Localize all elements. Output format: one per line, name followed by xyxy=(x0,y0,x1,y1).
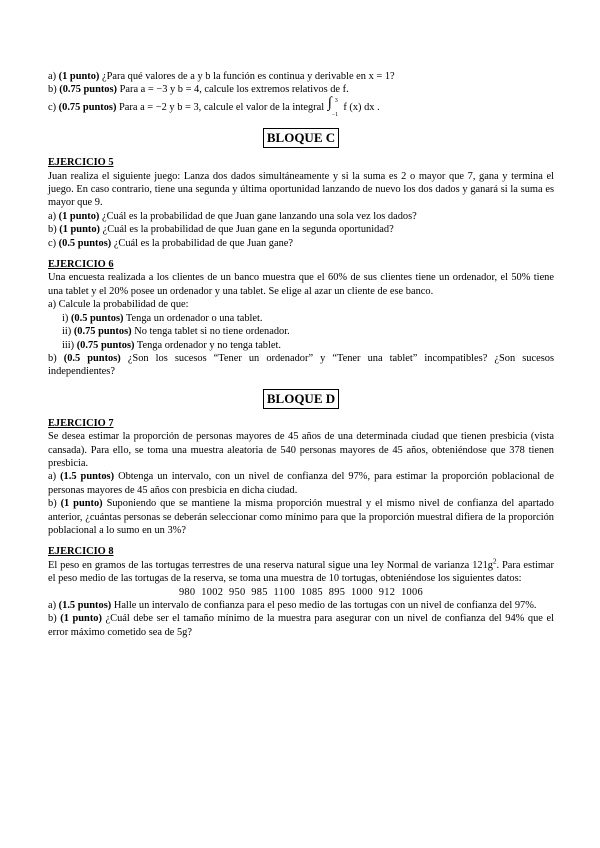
section-bloque-d xyxy=(48,389,554,409)
points: (0.75 puntos) xyxy=(58,101,117,113)
points: (1.5 puntos) xyxy=(60,471,115,483)
text: ¿Para qué valores de a y b la función es continua y derivable en x = 1? xyxy=(99,71,395,82)
label: ii) xyxy=(62,326,74,338)
text: ¿Cuál debe ser el tamaño mínimo de la muestra para asegurar con un nivel de confianza del 94% que el error máximo cometido sea de 5g? xyxy=(48,613,554,638)
text: No tenga tablet si no tiene ordenador. xyxy=(131,326,290,338)
exercise-6-title: EJERCICIO 6 xyxy=(48,259,114,271)
exercise-8-b xyxy=(48,612,554,639)
text: ¿Cuál es la probabilidad de que Juan gane lanzando una sola vez los dados? xyxy=(99,210,417,222)
question-b xyxy=(48,83,554,96)
label: b) xyxy=(48,224,60,236)
points: (0.5 puntos) xyxy=(70,312,124,324)
text: Halle un intervalo de confianza para el peso medio de las tortugas con un nivel de confianza del 97%. xyxy=(111,600,537,611)
label: a) xyxy=(48,71,59,82)
question-a xyxy=(48,70,554,83)
section-bloque-c xyxy=(48,128,554,148)
exercise-7-intro: Se desea estimar la proporción de personas mayores de 45 años de una determinada ciudad que tienen presbicia (vista cansada). Para ello, se toma una muestra aleatoria de 540 personas mayores de 45 años, obteniéndose que 378 tienen presbicia. xyxy=(48,431,554,469)
label: c) xyxy=(48,101,59,113)
superscript: 2 xyxy=(493,557,497,566)
exercise-8-intro xyxy=(48,559,554,586)
text: . Para estimar el peso medio de las tortugas de la reserva, se toma una muestra de 10 tortugas, obteniéndose los siguientes datos: xyxy=(48,559,554,585)
integral-lower-limit: −1 xyxy=(331,111,339,118)
exercise-5-title: EJERCICIO 5 xyxy=(48,157,114,169)
points: (0.5 puntos) xyxy=(58,237,112,249)
label: i) xyxy=(62,312,71,324)
points: (0.5 puntos) xyxy=(63,352,121,364)
exercise-7-b xyxy=(48,497,554,537)
text: Para a = −2 y b = 3, calcule el valor de la integral xyxy=(116,101,327,113)
exercise-6-a: a) Calcule la probabilidad de que: xyxy=(48,299,189,311)
integral-upper-limit: 3 xyxy=(334,97,338,104)
exercise-5-a xyxy=(48,210,554,223)
exercise-8-data: 980 1002 950 985 1100 1085 895 1000 912 1006 xyxy=(178,586,424,598)
label: b) xyxy=(48,352,64,364)
section-title: BLOQUE C xyxy=(263,128,339,148)
points: (1 punto) xyxy=(59,224,100,236)
exercise-6-a-iii xyxy=(48,339,554,352)
label: a) xyxy=(48,210,59,222)
text: Obtenga un intervalo, con un nivel de confianza del 97%, para estimar la proporción poblacional de personas mayores de 45 años con presbicia en dicha ciudad. xyxy=(48,471,554,496)
exercise-5-b xyxy=(48,223,554,236)
exercise-8-title: EJERCICIO 8 xyxy=(48,546,114,558)
points: (1.5 puntos) xyxy=(58,600,112,611)
points: (0.75 puntos) xyxy=(59,84,118,96)
text: Tenga un ordenador o una tablet. xyxy=(123,312,263,324)
text: Suponiendo que se mantiene la misma proporción muestral y el mismo nivel de confianza del apartado anterior, ¿cuántas personas se deberán seleccionar como mínimo para que la proporción muestral difiera de la proporción poblacional a lo sumo en un 3%? xyxy=(48,498,554,536)
text: ¿Cuál es la probabilidad de que Juan gane? xyxy=(111,237,293,249)
label: b) xyxy=(48,84,60,96)
exercise-6-a-ii xyxy=(48,325,554,338)
exercise-6-a-i xyxy=(48,312,554,325)
label: iii) xyxy=(62,339,77,351)
points: (1 punto) xyxy=(58,71,100,82)
text: ¿Cuál es la probabilidad de que Juan gane en la segunda oportunidad? xyxy=(99,224,394,236)
exercise-8-a xyxy=(48,599,554,612)
exercise-5-c xyxy=(48,237,554,250)
points: (0.75 puntos) xyxy=(76,339,135,351)
points: (1 punto) xyxy=(58,210,100,222)
label: b) xyxy=(48,498,61,510)
label: a) xyxy=(48,600,59,611)
points: (1 punto) xyxy=(60,498,103,510)
integral-expression: f (x) dx . xyxy=(340,101,380,113)
label: c) xyxy=(48,237,59,249)
text: Tenga ordenador y no tenga tablet. xyxy=(134,339,281,351)
integral-symbol xyxy=(327,94,341,118)
points: (0.75 puntos) xyxy=(73,326,132,338)
exercise-7-a xyxy=(48,470,554,497)
text: Para a = −3 y b = 4, calcule los extremos relativos de f. xyxy=(117,84,349,96)
text: ¿Son los sucesos “Tener un ordenador” y “Tener una tablet” incompatibles? ¿Son sucesos independientes? xyxy=(48,352,554,378)
text: El peso en gramos de las tortugas terrestres de una reserva natural sigue una ley Normal de varianza 121g xyxy=(48,559,493,571)
label: b) xyxy=(48,613,61,625)
points: (1 punto) xyxy=(60,613,102,625)
exercise-6-intro: Una encuesta realizada a los clientes de un banco muestra que el 60% de sus clientes tiene un ordenador, el 50% tiene una tablet y el 20% posee un ordenador y una tablet. Se elige al azar un cliente de ese banco. xyxy=(48,272,554,297)
page-content xyxy=(48,70,554,639)
exercise-6-b xyxy=(48,352,554,379)
label: a) xyxy=(48,471,61,483)
question-c xyxy=(48,94,554,118)
integral-sign: ∫ xyxy=(327,94,332,111)
exercise-7-title: EJERCICIO 7 xyxy=(48,417,114,429)
exercise-5-intro: Juan realiza el siguiente juego: Lanza dos dados simultáneamente y si la suma es 2 o mayor que 7, gana y termina el juego. En caso contrario, tiene una segunda y última oportunidad lanzando de nuevo los dos dados y ganará si la suma es mayor que 9. xyxy=(48,170,554,209)
section-title: BLOQUE D xyxy=(263,389,339,409)
